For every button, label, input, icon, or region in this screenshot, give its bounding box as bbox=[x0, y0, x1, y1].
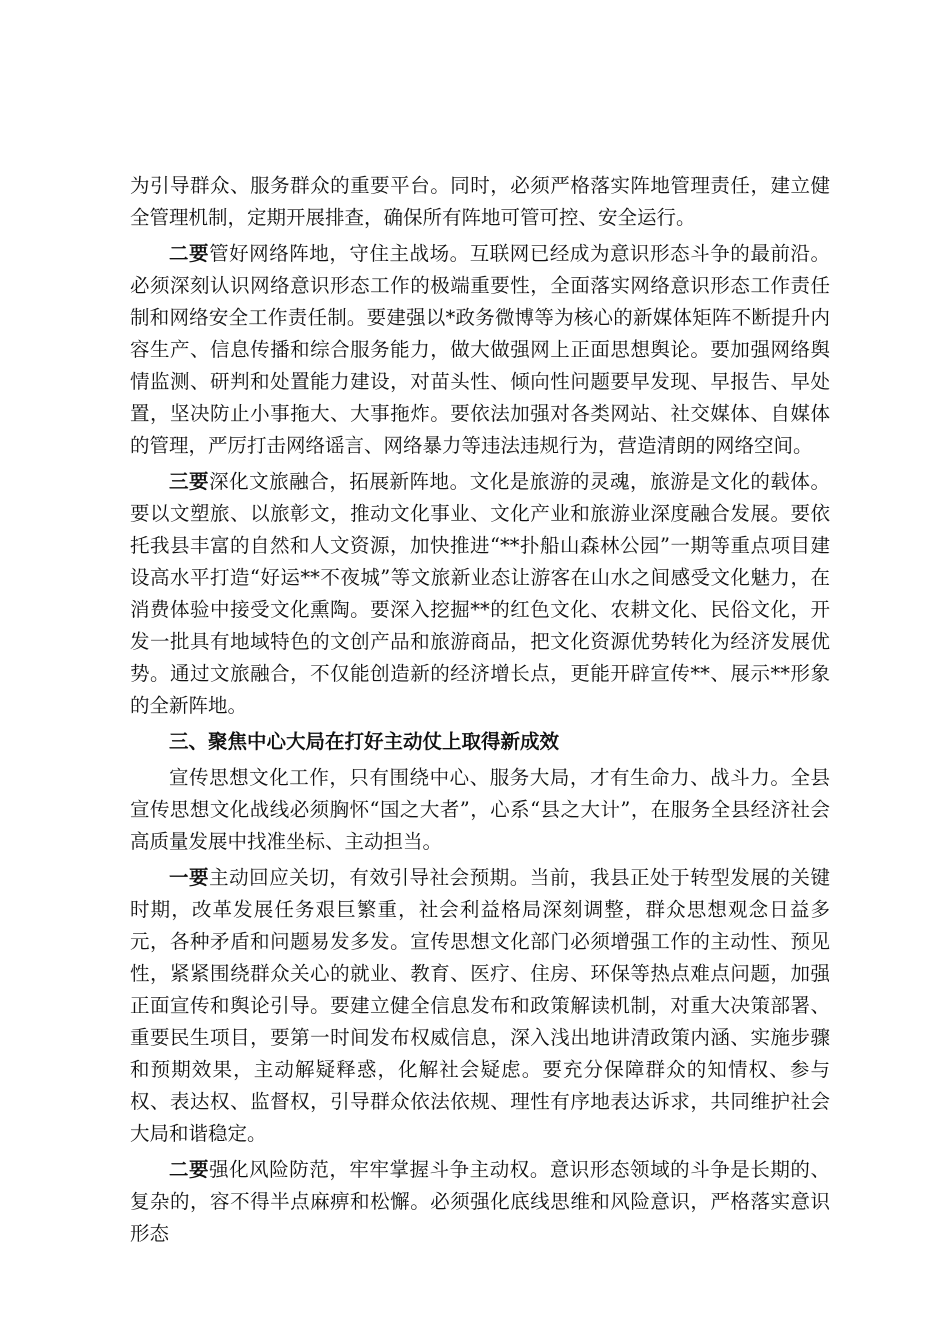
paragraph-continuation bbox=[130, 170, 830, 234]
paragraph-lead: 三要 bbox=[169, 470, 210, 493]
paragraph-text: 为引导群众、服务群众的重要平台。同时，必须严格落实阵地管理责任，建立健全管理机制，定期开展排查，确保所有阵地可管可控、安全运行。 bbox=[130, 174, 830, 229]
paragraph-culture-tourism bbox=[130, 466, 830, 722]
paragraph-text: 深化文旅融合，拓展新阵地。文化是旅游的灵魂，旅游是文化的载体。要以文塑旅、以旅彰文，推动文化事业、文化产业和旅游业深度融合发展。要依托我县丰富的自然和人文资源，加快推进“**扑船山森林公园”一期等重点项目建设高水平打造“好运**不夜城”等文旅新业态让游客在山水之间感受文化魅力，在消费体验中接受文化熏陶。要深入挖掘**的红色文化、农耕文化、民俗文化，开发一批具有地域特色的文创产品和旅游商品，把文化资源优势转化为经济发展优势。通过文旅融合，不仅能创造新的经济增长点，更能开辟宣传**、展示**形象的全新阵地。 bbox=[130, 470, 830, 717]
section-intro: 宣传思想文化工作，只有围绕中心、服务大局，才有生命力、战斗力。全县宣传思想文化战线必须胸怀“国之大者”，心系“县之大计”，在服务全县经济社会高质量发展中找准坐标、主动担当。 bbox=[130, 766, 830, 853]
paragraph-text: 强化风险防范，牢牢掌握斗争主动权。意识形态领域的斗争是长期的、复杂的，容不得半点麻痹和松懈。必须强化底线思维和风险意识，严格落实意识形态 bbox=[130, 1158, 830, 1245]
section-heading: 三、聚焦中心大局在打好主动仗上取得新成效 bbox=[169, 730, 560, 753]
paragraph-network-front bbox=[130, 238, 830, 462]
paragraph-respond-concerns bbox=[130, 862, 830, 1150]
paragraph-lead: 一要 bbox=[169, 866, 210, 889]
paragraph-text: 主动回应关切，有效引导社会预期。当前，我县正处于转型发展的关键时期，改革发展任务艰巨繁重，社会利益格局深刻调整，群众思想观念日益多元，各种矛盾和问题易发多发。宣传思想文化部门必须增强工作的主动性、预见性，紧紧围绕群众关心的就业、教育、医疗、住房、环保等热点难点问题，加强正面宣传和舆论引导。要建立健全信息发布和政策解读机制，对重大决策部署、重要民生项目，要第一时间发布权威信息，深入浅出地讲清政策内涵、实施步骤和预期效果，主动解疑释惑，化解社会疑虑。要充分保障群众的知情权、参与权、表达权、监督权，引导群众依法依规、理性有序地表达诉求，共同维护社会大局和谐稳定。 bbox=[130, 866, 830, 1145]
document-body bbox=[130, 170, 830, 1250]
paragraph-lead: 二要 bbox=[169, 242, 210, 265]
paragraph-lead: 二要 bbox=[169, 1158, 210, 1181]
paragraph-text: 管好网络阵地，守住主战场。互联网已经成为意识形态斗争的最前沿。必须深刻认识网络意识形态工作的极端重要性，全面落实网络意识形态工作责任制和网络安全工作责任制。要建强以*政务微博等为核心的新媒体矩阵不断提升内容生产、信息传播和综合服务能力，做大做强网上正面思想舆论。要加强网络舆情监测、研判和处置能力建设，对苗头性、倾向性问题要早发现、早报告、早处置，坚决防止小事拖大、大事拖炸。要依法加强对各类网站、社交媒体、自媒体的管理，严厉打击网络谣言、网络暴力等违法违规行为，营造清朗的网络空间。 bbox=[130, 242, 830, 457]
paragraph-risk-prevention bbox=[130, 1154, 830, 1250]
